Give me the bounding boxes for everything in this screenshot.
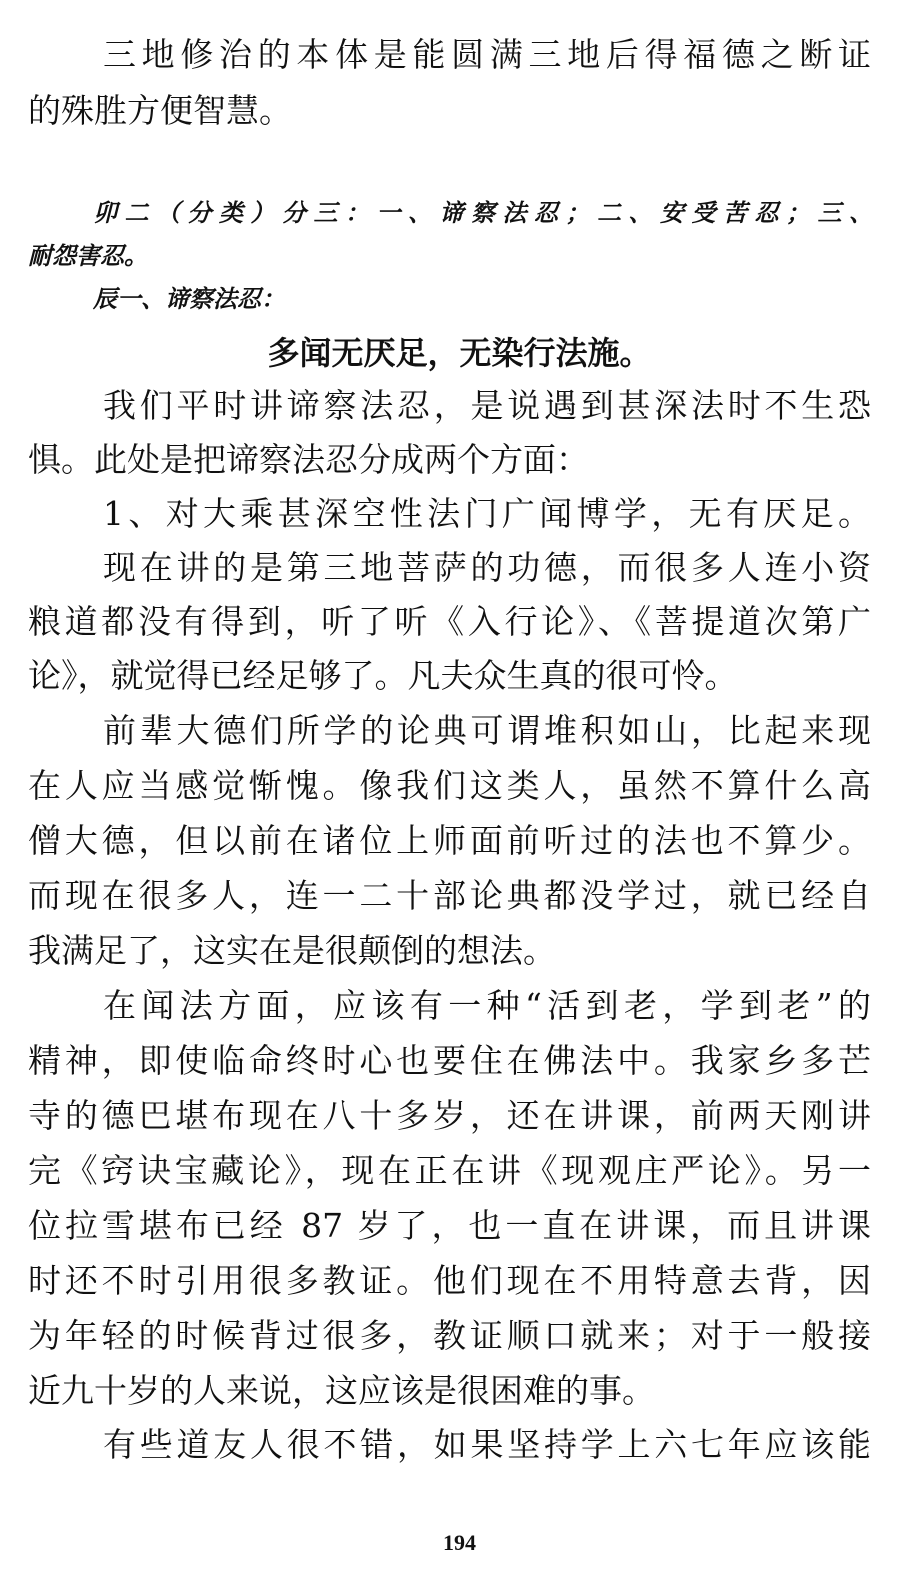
section-heading-mao2-line-1: 卯二（分类）分三：一、谛察法忍；二、安受苦忍；三、	[93, 198, 873, 227]
section-heading-mao2-line-2: 耐怨害忍。	[28, 241, 148, 270]
verse-line: 多闻无厌足，无染行法施。	[267, 334, 652, 372]
paragraph-line: 惧。此处是把谛察法忍分成两个方面：	[28, 440, 589, 479]
section-heading-chen1: 辰一、谛察法忍：	[93, 284, 285, 313]
paragraph-line: 精神，即使临命终时心也要住在佛法中。我家乡多芒	[28, 1041, 871, 1080]
paragraph-line: 论》，就觉得已经足够了。凡夫众生真的很可怜。	[28, 656, 738, 695]
paragraph-line: 在闻法方面，应该有一种“活到老，学到老”的	[103, 986, 871, 1025]
paragraph-line: 近九十岁的人来说，这应该是很困难的事。	[28, 1371, 655, 1410]
paragraph-line: 为年轻的时候背过很多，教证顺口就来；对于一般接	[28, 1316, 871, 1355]
paragraph-line: 前辈大德们所学的论典可谓堆积如山，比起来现	[103, 711, 871, 750]
paragraph-line: 粮道都没有得到，听了听《入行论》、《菩提道次第广	[28, 602, 871, 641]
paragraph-line: 时还不时引用很多教证。他们现在不用特意去背，因	[28, 1261, 871, 1300]
paragraph-line: 我满足了，这实在是很颠倒的想法。	[28, 931, 556, 970]
paragraph-line: 现在讲的是第三地菩萨的功德，而很多人连小资	[103, 548, 871, 587]
paragraph-line: 完《窍诀宝藏论》，现在正在讲《现观庄严论》。另一	[28, 1151, 871, 1190]
intro-line-2: 的殊胜方便智慧。	[28, 91, 292, 130]
paragraph-line: 1、对大乘甚深空性法门广闻博学，无有厌足。	[103, 494, 871, 533]
paragraph-line: 位拉雪堪布已经 87 岁了，也一直在讲课，而且讲课	[28, 1206, 871, 1245]
paragraph-line: 我们平时讲谛察法忍，是说遇到甚深法时不生恐	[103, 386, 871, 425]
intro-line-1: 三地修治的本体是能圆满三地后得福德之断证	[103, 35, 871, 74]
paragraph-line: 而现在很多人，连一二十部论典都没学过，就已经自	[28, 876, 871, 915]
page-number: 194	[443, 1530, 476, 1555]
paragraph-line: 有些道友人很不错，如果坚持学上六七年应该能	[103, 1425, 871, 1464]
paragraph-line: 寺的德巴堪布现在八十多岁，还在讲课，前两天刚讲	[28, 1096, 871, 1135]
paragraph-line: 在人应当感觉惭愧。像我们这类人，虽然不算什么高	[28, 766, 871, 805]
paragraph-line: 僧大德，但以前在诸位上师面前听过的法也不算少。	[28, 821, 871, 860]
